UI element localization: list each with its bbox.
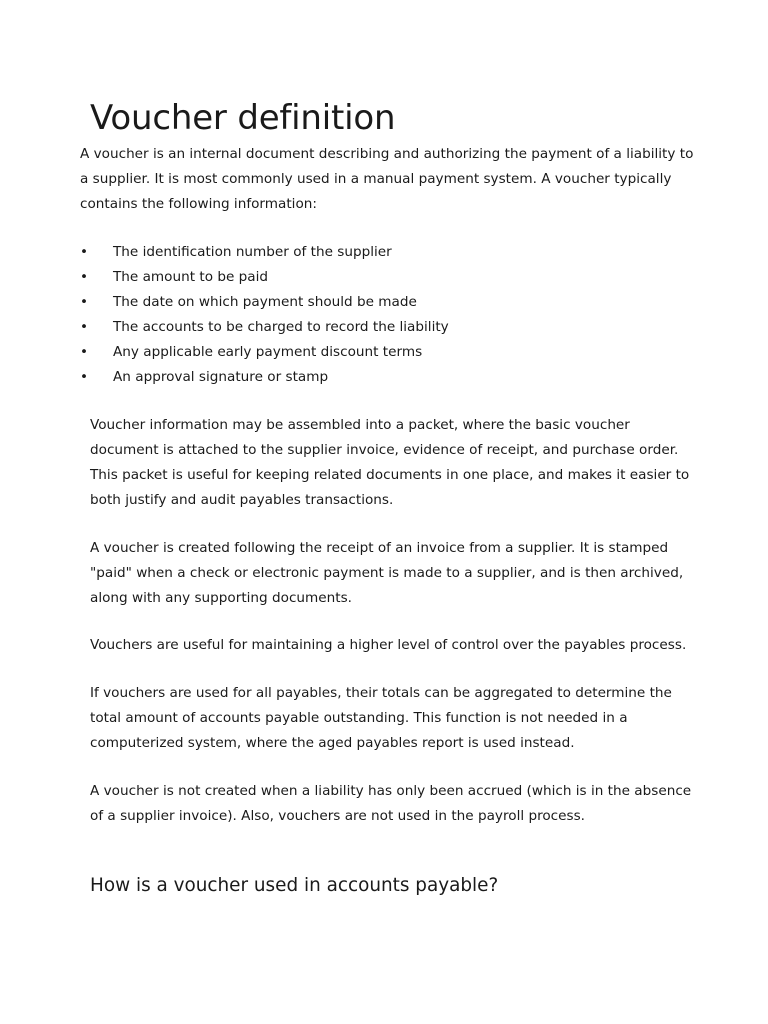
body-paragraph: If vouchers are used for all payables, their totals can be aggregated to determine the total amount of accounts payable outstanding. This function is not needed in a computerized system, where the aged payables report is used instead. — [90, 685, 672, 751]
list-item: • The identification number of the supplier — [80, 240, 449, 265]
list-item: • The amount to be paid — [80, 265, 449, 290]
body-paragraph: Vouchers are useful for maintaining a higher level of control over the payables process. — [90, 637, 687, 653]
information-list — [80, 240, 449, 390]
body-paragraph: Voucher information may be assembled into a packet, where the basic voucher document is attached to the supplier invoice, evidence of receipt, and purchase order. This packet is useful for keeping related documents in one place, and makes it easier to both justify and audit payables transactions. — [90, 417, 690, 508]
list-item: • An approval signature or stamp — [80, 365, 449, 390]
section-heading: How is a voucher used in accounts payable? — [90, 875, 499, 896]
list-item: • The date on which payment should be made — [80, 290, 449, 315]
body-paragraph: A voucher is not created when a liability has only been accrued (which is in the absence of a supplier invoice). Also, vouchers are not used in the payroll process. — [90, 783, 692, 824]
body-paragraph: A voucher is created following the receipt of an invoice from a supplier. It is stamped "paid" when a check or electronic payment is made to a supplier, and is then archived, along with any supporting documents. — [90, 540, 684, 606]
intro-paragraph: A voucher is an internal document describing and authorizing the payment of a liability to a supplier. It is most commonly used in a manual payment system. A voucher typically contains the following information: — [80, 146, 694, 212]
page-title: Voucher definition — [90, 98, 396, 138]
list-item: • Any applicable early payment discount terms — [80, 340, 449, 365]
list-item: • The accounts to be charged to record the liability — [80, 315, 449, 340]
